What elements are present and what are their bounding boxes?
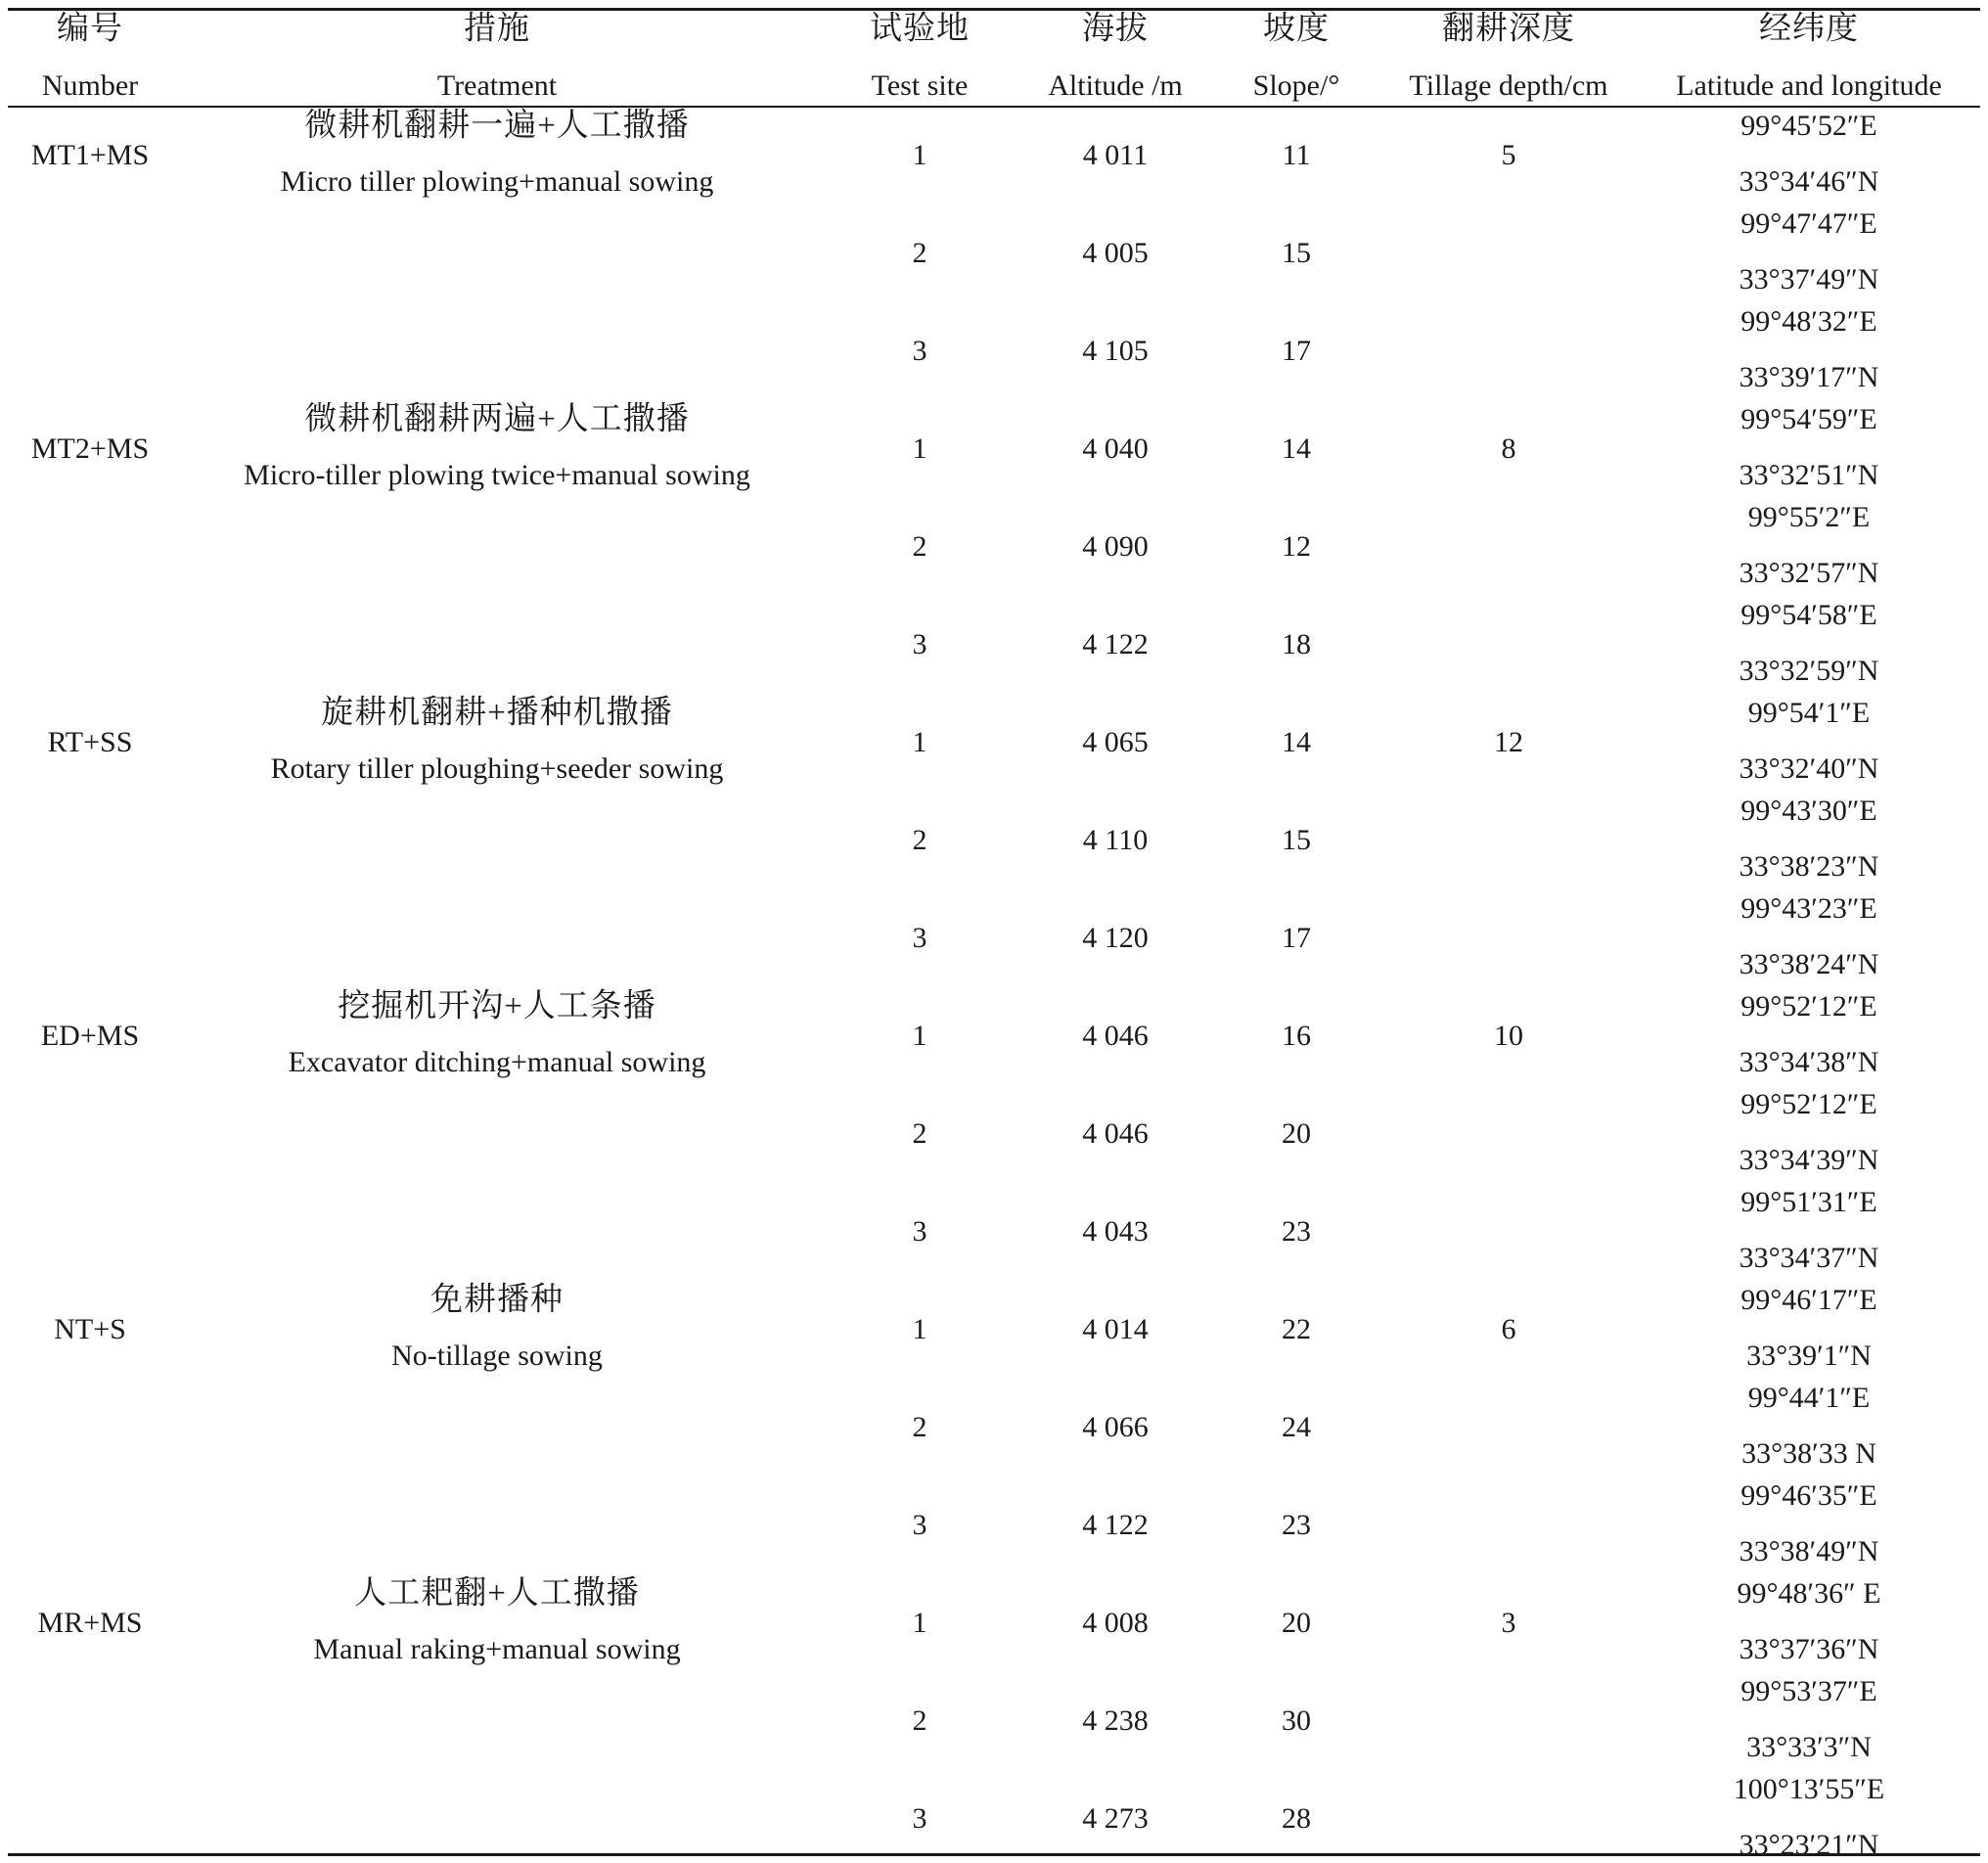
altitude: 4 011 [1082,139,1149,171]
treatment-number: MT2+MS [30,432,150,465]
altitude: 4 065 [1082,726,1149,758]
column-header-en: Slope/° [1252,69,1340,102]
treatment-name-en: Excavator ditching+manual sowing [288,1046,706,1078]
column-header-en: Treatment [436,69,558,102]
longitude: 100°13′55″E [1733,1773,1885,1805]
test-site: 3 [912,922,927,954]
latitude: 33°37′36″N [1739,1633,1879,1665]
column-header-zh: 经纬度 [1759,11,1859,47]
latitude: 33°32′59″N [1739,655,1879,687]
slope: 30 [1282,1704,1311,1737]
test-site: 1 [912,1313,927,1345]
treatment-name-zh: 微耕机翻耕两遍+人工撒播 [304,401,690,437]
altitude: 4 120 [1082,922,1149,954]
test-site: 2 [912,1411,927,1443]
slope: 15 [1282,824,1311,856]
treatment-name-zh: 人工耙翻+人工撒播 [354,1575,640,1612]
slope: 17 [1282,335,1311,367]
longitude: 99°46′35″E [1740,1479,1877,1512]
test-site: 3 [912,1802,927,1835]
treatment-number: NT+S [54,1313,126,1345]
tillage-depth: 10 [1494,1020,1523,1052]
test-site: 2 [912,824,927,856]
tillage-depth: 5 [1501,139,1516,171]
table-top-rule [8,8,1980,11]
altitude: 4 046 [1082,1117,1149,1150]
longitude: 99°51′31″E [1740,1186,1877,1218]
latitude: 33°38′24″N [1739,948,1879,980]
slope: 20 [1282,1117,1311,1150]
tillage-depth: 3 [1501,1607,1516,1639]
test-site: 3 [912,1509,927,1541]
latitude: 33°32′40″N [1739,752,1879,785]
longitude: 99°46′17″E [1740,1284,1877,1316]
latitude: 33°34′37″N [1739,1242,1879,1274]
altitude: 4 043 [1082,1215,1149,1248]
treatment-name-zh: 挖掘机开沟+人工条播 [338,988,656,1024]
altitude: 4 238 [1082,1704,1149,1737]
column-header-en: Altitude /m [1048,69,1183,102]
tillage-depth: 6 [1501,1313,1516,1345]
test-site: 1 [912,1607,927,1639]
column-header-en: Tillage depth/cm [1409,69,1608,102]
treatment-number: MR+MS [37,1607,143,1639]
slope: 23 [1282,1215,1311,1248]
treatment-number: RT+SS [47,726,133,758]
slope: 11 [1282,139,1311,171]
column-header-en: Test site [871,69,969,102]
slope: 23 [1282,1509,1311,1541]
treatment-name-en: Micro tiller plowing+manual sowing [280,165,714,198]
tillage-depth: 8 [1501,432,1516,465]
treatment-number: ED+MS [40,1020,140,1052]
altitude: 4 014 [1082,1313,1149,1345]
test-site: 1 [912,139,927,171]
test-site: 3 [912,628,927,660]
test-site: 3 [912,1215,927,1248]
column-header-zh: 翻耕深度 [1442,11,1575,47]
latitude: 33°38′33 N [1741,1437,1876,1470]
longitude: 99°43′23″E [1740,892,1877,925]
longitude: 99°52′12″E [1740,1088,1877,1120]
longitude: 99°54′59″E [1740,403,1877,435]
altitude: 4 110 [1082,824,1149,856]
treatment-name-zh: 微耕机翻耕一遍+人工撒播 [304,108,690,144]
test-site: 2 [912,237,927,269]
longitude: 99°48′36″ E [1737,1577,1881,1610]
latitude: 33°34′39″N [1739,1144,1879,1176]
treatment-name-en: No-tillage sowing [391,1340,603,1372]
longitude: 99°54′1″E [1747,697,1871,729]
longitude: 99°52′12″E [1740,990,1877,1022]
slope: 15 [1282,237,1311,269]
treatment-name-en: Manual raking+manual sowing [313,1633,681,1665]
column-header-en: Number [41,69,139,102]
latitude: 33°38′49″N [1739,1535,1879,1568]
altitude: 4 090 [1082,530,1149,563]
altitude: 4 040 [1082,432,1149,465]
column-header-en: Latitude and longitude [1676,69,1942,102]
altitude: 4 008 [1082,1607,1149,1639]
slope: 24 [1282,1411,1311,1443]
latitude: 33°33′3″N [1746,1731,1872,1763]
altitude: 4 105 [1082,335,1149,367]
slope: 28 [1282,1802,1311,1835]
slope: 18 [1282,628,1311,660]
altitude: 4 122 [1082,1509,1149,1541]
column-header-zh: 措施 [464,11,530,47]
altitude: 4 046 [1082,1020,1149,1052]
slope: 14 [1282,432,1311,465]
table-bottom-rule [8,1853,1980,1856]
treatment-name-zh: 旋耕机翻耕+播种机撒播 [321,695,673,731]
slope: 12 [1282,530,1311,563]
slope: 14 [1282,726,1311,758]
slope: 17 [1282,922,1311,954]
treatment-name-zh: 免耕播种 [430,1282,564,1318]
latitude: 33°23′21″N [1739,1829,1879,1861]
latitude: 33°34′46″N [1739,165,1879,198]
latitude: 33°32′51″N [1739,459,1879,491]
column-header-zh: 编号 [57,11,123,47]
latitude: 33°38′23″N [1739,850,1879,883]
column-header-zh: 坡度 [1263,11,1330,47]
test-site: 3 [912,335,927,367]
latitude: 33°39′1″N [1746,1340,1872,1372]
test-site: 2 [912,1117,927,1150]
latitude: 33°39′17″N [1739,361,1879,393]
altitude: 4 005 [1082,237,1149,269]
test-site: 2 [912,1704,927,1737]
altitude: 4 066 [1082,1411,1149,1443]
latitude: 33°32′57″N [1739,557,1879,589]
longitude: 99°43′30″E [1740,795,1877,827]
longitude: 99°44′1″E [1747,1382,1871,1414]
longitude: 99°47′47″E [1740,207,1877,240]
longitude: 99°45′52″E [1740,110,1877,142]
latitude: 33°37′49″N [1739,263,1879,295]
column-header-zh: 试验地 [870,11,970,47]
slope: 16 [1282,1020,1311,1052]
altitude: 4 122 [1082,628,1149,660]
treatment-number: MT1+MS [30,139,150,171]
tillage-depth: 12 [1494,726,1523,758]
test-site: 2 [912,530,927,563]
treatment-name-en: Micro-tiller plowing twice+manual sowing [244,459,750,491]
longitude: 99°48′32″E [1740,305,1877,338]
altitude: 4 273 [1082,1802,1149,1835]
slope: 22 [1282,1313,1311,1345]
test-site: 1 [912,1020,927,1052]
longitude: 99°55′2″E [1747,501,1871,533]
test-site: 1 [912,726,927,758]
slope: 20 [1282,1607,1311,1639]
longitude: 99°53′37″E [1740,1675,1877,1707]
treatment-name-en: Rotary tiller ploughing+seeder sowing [270,752,724,785]
longitude: 99°54′58″E [1740,599,1877,631]
latitude: 33°34′38″N [1739,1046,1879,1078]
column-header-zh: 海拔 [1082,11,1149,47]
test-site: 1 [912,432,927,465]
